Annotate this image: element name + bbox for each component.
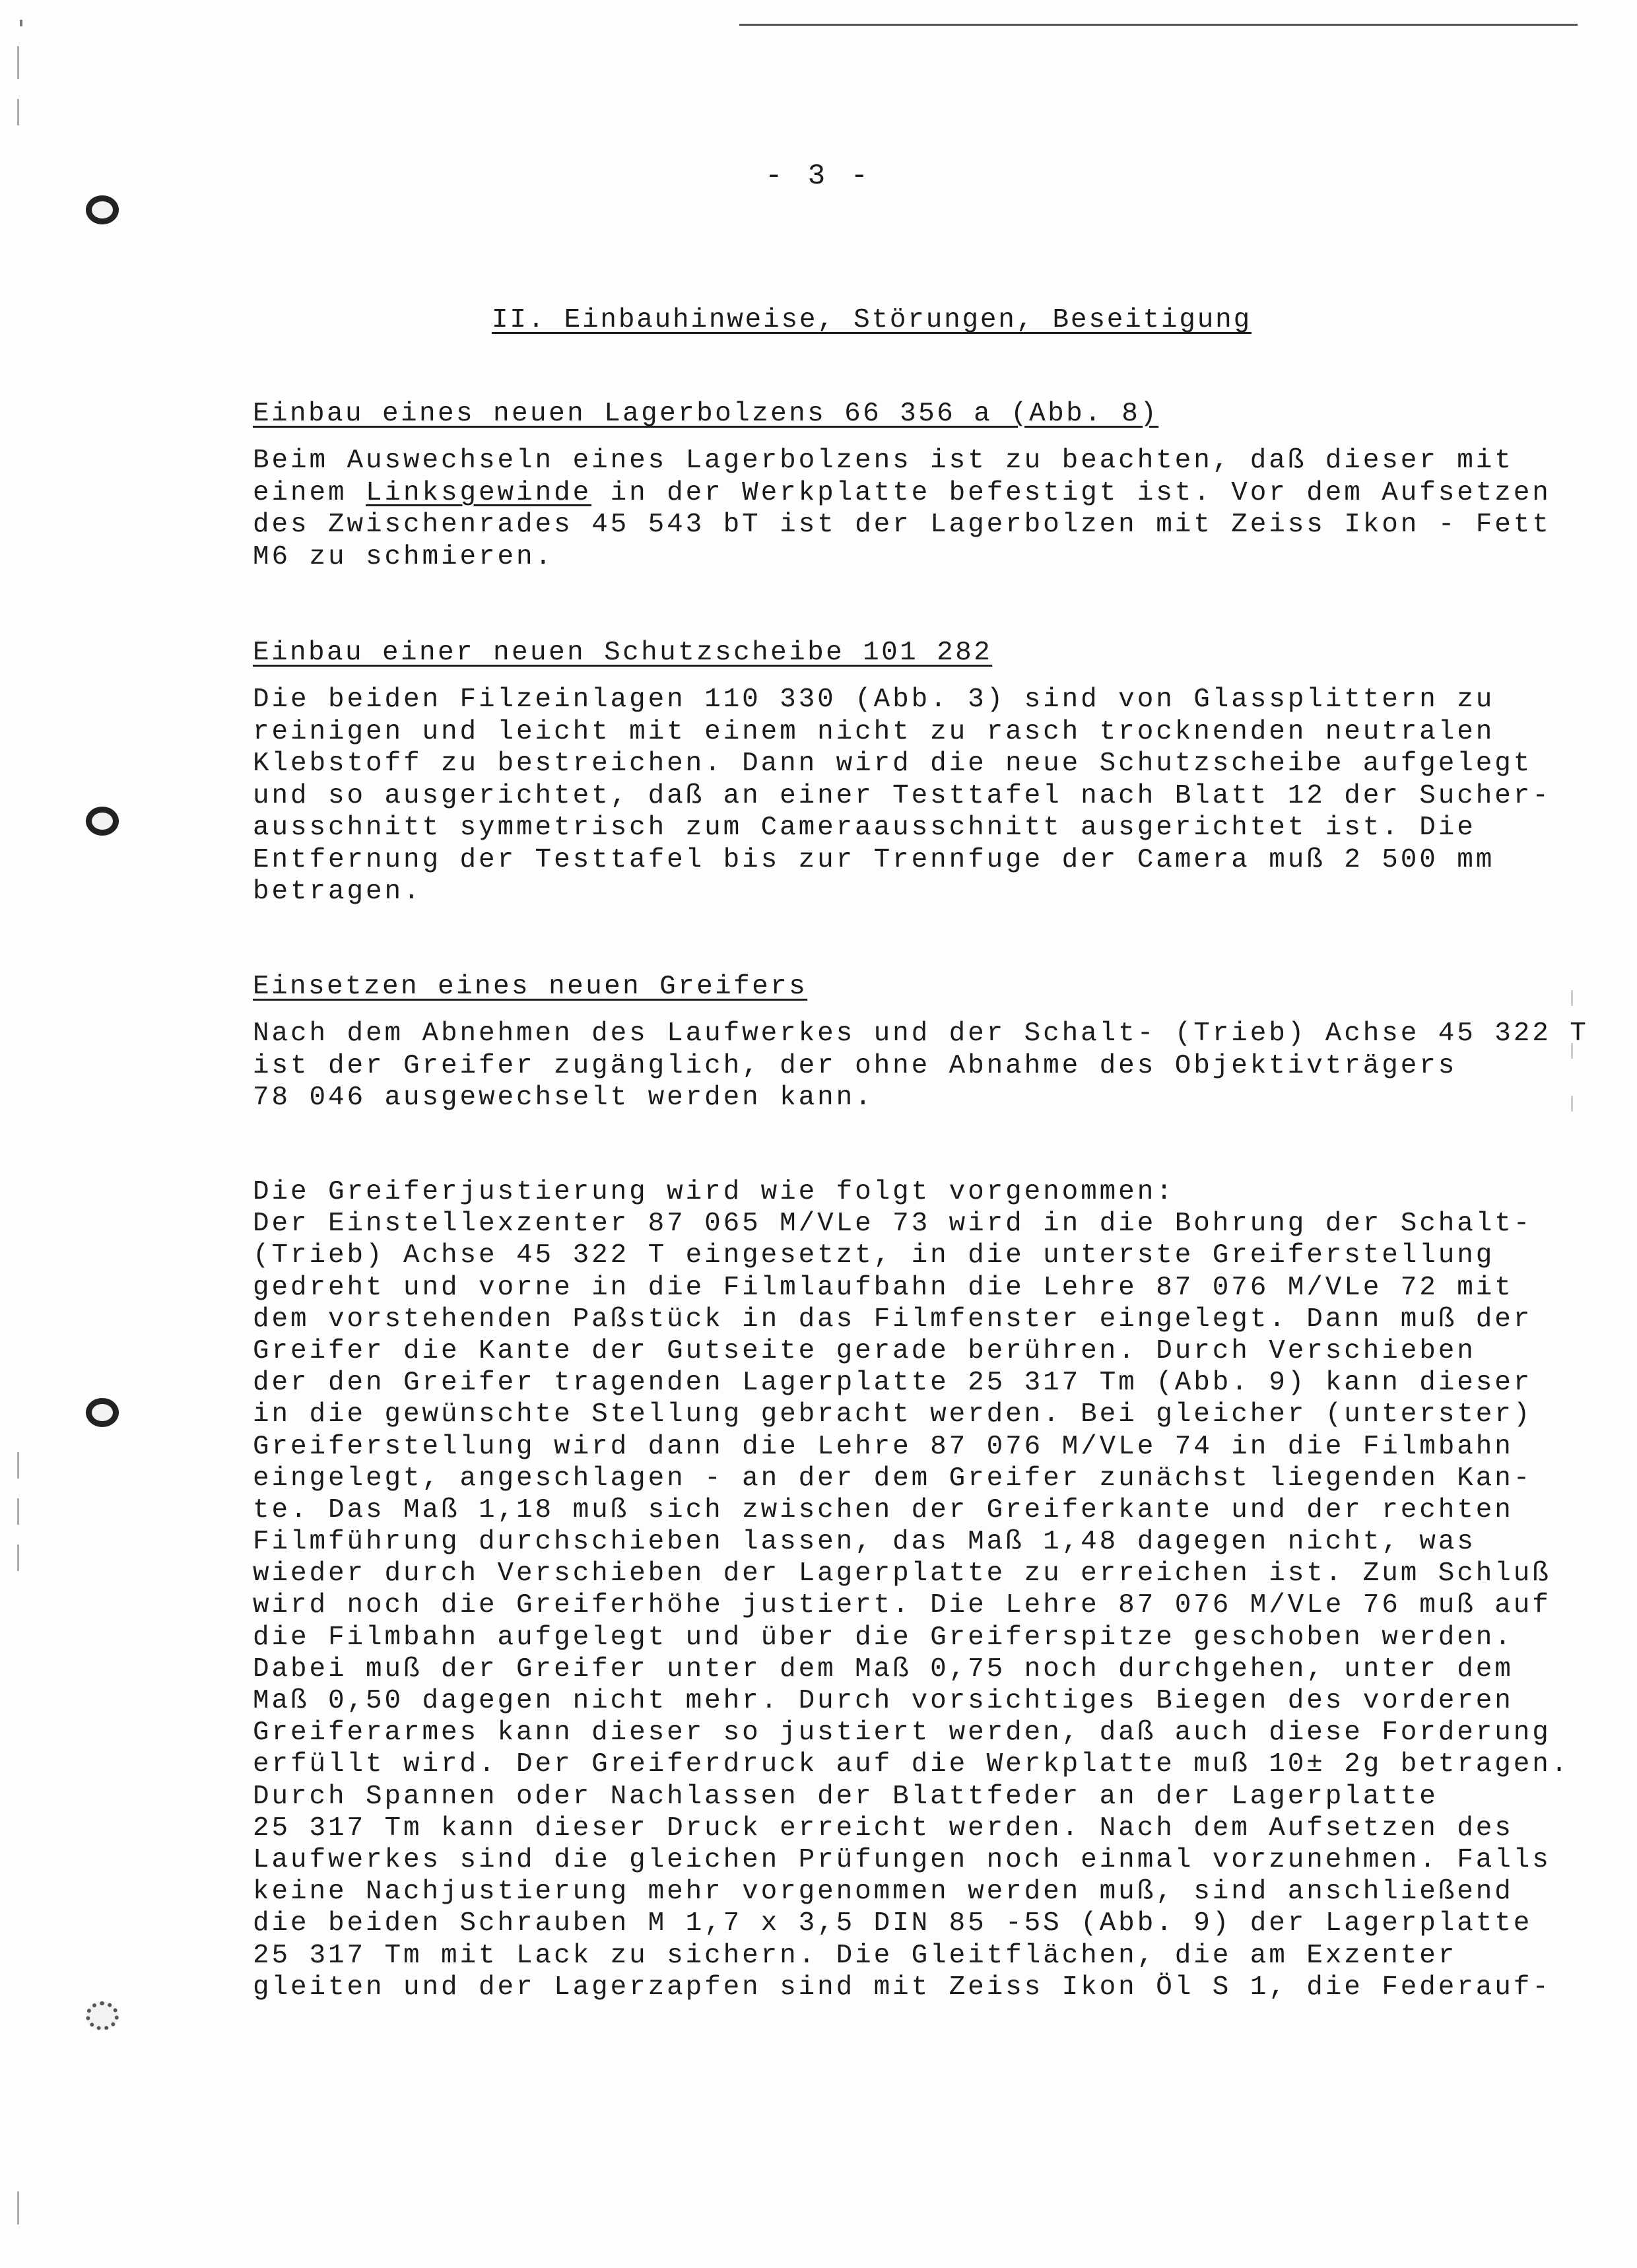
paragraph-greiferjustierung — [253, 1176, 1570, 2003]
text-line: 25 317 Tm mit Lack zu sichern. Die Gleitflächen, die am Exzenter — [253, 1940, 1457, 1971]
text-line: (Trieb) Achse 45 322 T eingesetzt, in die unterste Greiferstellung — [253, 1240, 1495, 1271]
text-line: 78 046 ausgewechselt werden kann. — [253, 1083, 874, 1113]
section-heading-greifer: Einsetzen eines neuen Greifers — [253, 972, 808, 1002]
text-line: reinigen und leicht mit einem nicht zu rasch trocknenden neutralen — [253, 716, 1495, 747]
paragraph-greifer — [253, 1018, 1589, 1114]
text-line: Greifer die Kante der Gutseite gerade berühren. Durch Verschieben — [253, 1335, 1476, 1366]
text-line: Der Einstellexzenter 87 065 M/VLe 73 wird in die Bohrung der Schalt- — [253, 1209, 1533, 1240]
left-margin-mark — [17, 99, 19, 125]
text-line: die beiden Schrauben M 1,7 x 3,5 DIN 85 -5S (Abb. 9) der Lagerplatte — [253, 1908, 1533, 1939]
left-margin-mark — [17, 1498, 19, 1525]
left-margin-mark — [17, 1452, 19, 1479]
text-line: wird noch die Greiferhöhe justiert. Die Lehre 87 076 M/VLe 76 muß auf — [253, 1590, 1551, 1621]
underlined-term: Linksgewinde — [366, 477, 592, 508]
text-line: gedreht und vorne in die Filmlaufbahn die Lehre 87 076 M/VLe 72 mit — [253, 1272, 1514, 1303]
section-heading-lagerbolzen: Einbau eines neuen Lagerbolzens 66 356 a (Abb. 8) — [253, 399, 1159, 429]
text-line: Klebstoff zu bestreichen. Dann wird die neue Schutzscheibe aufgelegt — [253, 749, 1533, 779]
text-line: keine Nachjustierung mehr vorgenommen werden muß, sind anschließend — [253, 1877, 1514, 1908]
text-line: Die Greiferjustierung wird wie folgt vorgenommen: — [253, 1177, 1175, 1207]
text-line: dem vorstehenden Paßstück in das Filmfenster eingelegt. Dann muß der — [253, 1304, 1533, 1335]
text-line: Greiferstellung wird dann die Lehre 87 076 M/VLe 74 in die Filmbahn — [253, 1431, 1514, 1462]
text-line: Durch Spannen oder Nachlassen der Blattfeder an der Lagerplatte — [253, 1781, 1438, 1812]
text-line: und so ausgerichtet, daß an einer Testtafel nach Blatt 12 der Sucher- — [253, 780, 1551, 811]
text-segment: in der Werkplatte befestigt ist. Vor dem Aufsetzen — [591, 477, 1551, 508]
text-line: des Zwischenrades 45 543 bT ist der Lagerbolzen mit Zeiss Ikon - Fett — [253, 510, 1551, 540]
punch-hole-icon — [86, 195, 119, 224]
text-line: Beim Auswechseln eines Lagerbolzens ist zu beachten, daß dieser mit — [253, 446, 1514, 476]
text-line: der den Greifer tragenden Lagerplatte 25 317 Tm (Abb. 9) kann dieser — [253, 1368, 1533, 1399]
page-number: - 3 - — [764, 160, 873, 193]
right-margin-mark — [1571, 990, 1573, 1006]
text-segment: einem — [253, 477, 366, 508]
text-line: Entfernung der Testtafel bis zur Trennfuge der Camera muß 2 500 mm — [253, 844, 1495, 875]
punch-hole-icon — [86, 807, 119, 836]
text-line: die Filmbahn aufgelegt und über die Greiferspitze geschoben werden. — [253, 1622, 1514, 1653]
text-line: gleiten und der Lagerzapfen sind mit Zeiss Ikon Öl S 1, die Federauf- — [253, 1972, 1551, 2003]
text-line — [253, 477, 1551, 510]
text-line: eingelegt, angeschlagen - an der dem Greifer zunächst liegenden Kan- — [253, 1463, 1533, 1494]
punch-hole-icon — [86, 1398, 119, 1427]
text-line: te. Das Maß 1,18 muß sich zwischen der Greiferkante und der rechten — [253, 1494, 1514, 1525]
text-line: Greiferarmes kann dieser so justiert werden, daß auch diese Forderung — [253, 1718, 1551, 1749]
text-line: in die gewünschte Stellung gebracht werden. Bei gleicher (unterster) — [253, 1399, 1533, 1430]
text-line: Laufwerkes sind die gleichen Prüfungen noch einmal vorzunehmen. Falls — [253, 1844, 1551, 1875]
text-line: betragen. — [253, 877, 422, 907]
top-border-line — [739, 24, 1578, 26]
text-line: M6 zu schmieren. — [253, 541, 554, 572]
text-line: ist der Greifer zugänglich, der ohne Abnahme des Objektivträgers — [253, 1050, 1457, 1081]
text-line: erfüllt wird. Der Greiferdruck auf die Werkplatte muß 10± 2g betragen. — [253, 1749, 1570, 1780]
text-line: ausschnitt symmetrisch zum Cameraausschnitt ausgerichtet ist. Die — [253, 813, 1476, 843]
left-margin-mark — [17, 2191, 19, 2224]
left-margin-mark — [17, 1545, 19, 1571]
chapter-title: II. Einbauhinweise, Störungen, Beseitigung — [492, 305, 1252, 335]
section-heading-schutzscheibe: Einbau einer neuen Schutzscheibe 101 282 — [253, 638, 993, 668]
text-line: wieder durch Verschieben der Lagerplatte zu erreichen ist. Zum Schluß — [253, 1558, 1551, 1589]
text-line: Die beiden Filzeinlagen 110 330 (Abb. 3) sind von Glassplittern zu — [253, 684, 1495, 715]
text-line: Maß 0,50 dagegen nicht mehr. Durch vorsichtiges Biegen des vorderen — [253, 1686, 1514, 1716]
top-corner-mark — [20, 20, 22, 26]
text-line: Dabei muß der Greifer unter dem Maß 0,75 noch durchgehen, unter dem — [253, 1653, 1514, 1684]
punch-hole-icon — [86, 2001, 119, 2030]
left-margin-mark — [17, 46, 19, 79]
text-line: 25 317 Tm kann dieser Druck erreicht werden. Nach dem Aufsetzen des — [253, 1813, 1514, 1844]
paragraph-lagerbolzen — [253, 445, 1551, 573]
paragraph-schutzscheibe — [253, 684, 1551, 908]
text-line: Filmführung durchschieben lassen, das Maß 1,48 dagegen nicht, was — [253, 1527, 1476, 1558]
text-line: Nach dem Abnehmen des Laufwerkes und der Schalt- (Trieb) Achse 45 322 T — [253, 1018, 1589, 1049]
